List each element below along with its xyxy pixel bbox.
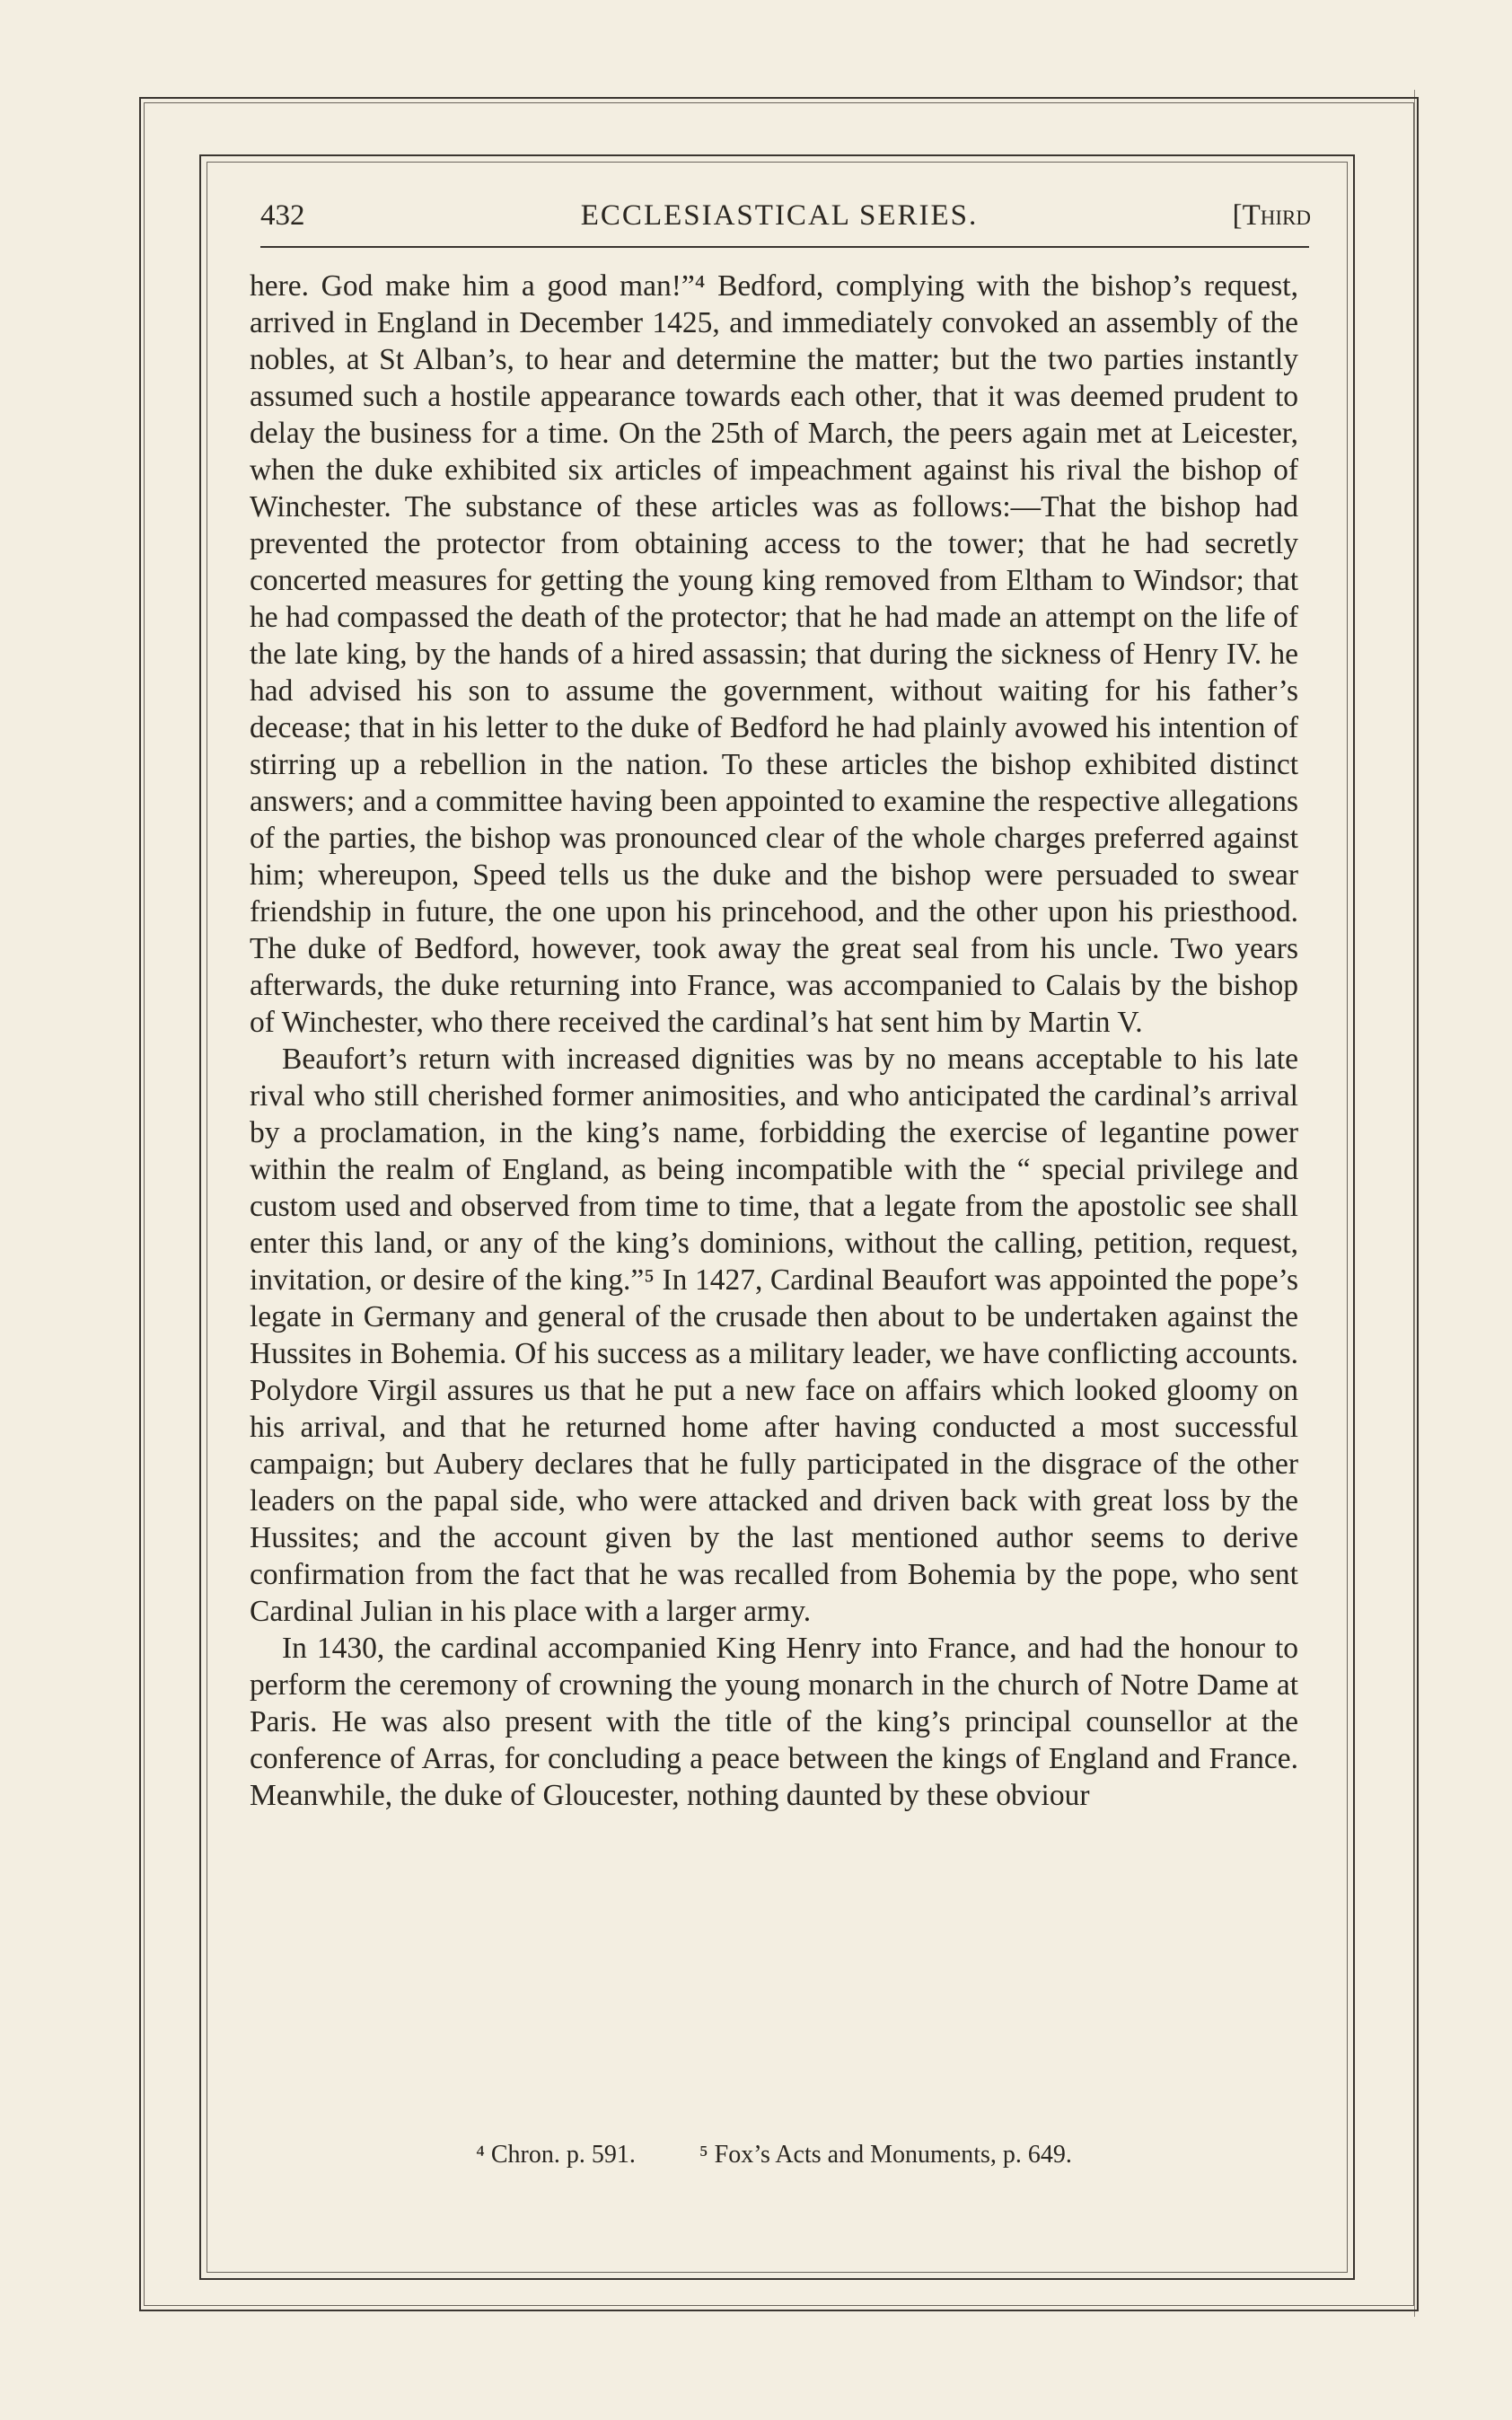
footnote: ⁴ Chron. p. 591. xyxy=(476,2141,636,2169)
paragraph: Beaufort’s return with increased dignities was by no means acceptable to his late rival who still cherished former animosities, and who anticipated the cardinal’s arrival by a proclamation, in the king’s name, forbidding the exercise of legantine power within the realm of England, as being incompatible with the “ special privilege and custom used and observed from time to time, that a legate from the apostolic see shall enter this land, or any of the king’s dominions, without the calling, petition, request, invitation, or desire of the king.”⁵ In 1427, Cardinal Beaufort was appointed the pope’s legate in Germany and general of the crusade then about to be undertaken against the Hussites in Bohemia. Of his success as a military leader, we have conflicting accounts. Polydore Virgil assures us that he put a new face on affairs which looked gloomy on his arrival, and that he returned home after having conducted a most successful campaign; but Aubery declares that he fully participated in the disgrace of the other leaders on the papal side, who were attacked and driven back with great loss by the Hussites; and the account given by the last mentioned author seems to derive confirmation from the fact that he was recalled from Bohemia by the pope, who sent Cardinal Julian in his place with a larger army. xyxy=(250,1043,1298,1628)
running-header xyxy=(248,199,1311,239)
paragraph: In 1430, the cardinal accompanied King Henry into France, and had the honour to perform the ceremony of crowning the young monarch in the church of Notre Dame at Paris. He was also present with the title of the king’s principal counsellor at the conference of Arras, for concluding a peace between the kings of England and France. Meanwhile, the duke of Gloucester, nothing daunted by these obviour xyxy=(250,1632,1298,1812)
running-title: ECCLESIASTICAL SERIES. xyxy=(580,199,979,232)
section-label: [Third xyxy=(1232,199,1311,232)
footnotes xyxy=(250,2141,1298,2169)
footnote: ⁵ Fox’s Acts and Monuments, p. 649. xyxy=(699,2141,1072,2169)
paragraph: here. God make him a good man!”⁴ Bedford, complying with the bishop’s request, arrived in England in December 1425, and immediately convoked an assembly of the nobles, at St Alban’s, to hear and determine the matter; but the two parties instantly assumed such a hostile appearance towards each other, that it was deemed prudent to delay the business for a time. On the 25th of March, the peers again met at Leicester, when the duke exhibited six articles of impeachment against his rival the bishop of Winchester. The substance of these articles was as follows:—That the bishop had prevented the protector from obtaining access to the tower; that he had secretly concerted measures for getting the young king removed from Eltham to Windsor; that he had compassed the death of the protector; that he had made an attempt on the life of the late king, by the hands of a hired assassin; that during the sickness of Henry IV. he had advised his son to assume the government, without waiting for his father’s decease; that in his letter to the duke of Bedford he had plainly avowed his intention of stirring up a rebellion in the nation. To these articles the bishop exhibited distinct answers; and a committee having been appointed to examine the respective allegations of the parties, the bishop was pronounced clear of the whole charges preferred against him; whereupon, Speed tells us the duke and the bishop were persuaded to swear friendship in future, the one upon his princehood, and the other upon his priesthood. The duke of Bedford, however, took away the great seal from his uncle. Two years afterwards, the duke returning into France, was accompanied to Calais by the bishop of Winchester, who there received the cardinal’s hat sent him by Martin V. xyxy=(250,269,1298,1039)
header-rule xyxy=(260,246,1309,248)
page-number: 432 xyxy=(260,199,305,232)
body-text xyxy=(250,268,1298,1814)
